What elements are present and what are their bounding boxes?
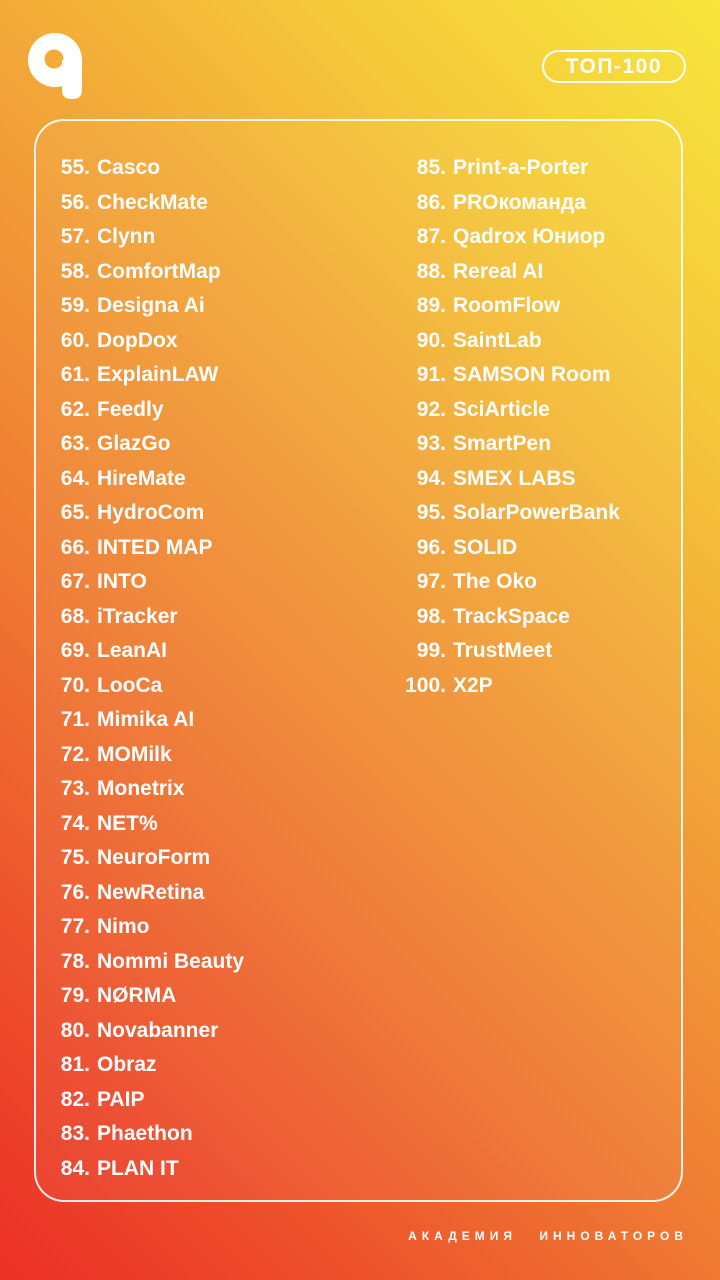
list-item-name: ComfortMap [97, 259, 221, 283]
list-item-name: PAIP [97, 1087, 145, 1111]
list-item-rank: 89. [416, 294, 446, 317]
list-item [38, 186, 394, 221]
list-item-rank: 60. [60, 328, 90, 352]
list-item-rank: 67. [60, 570, 90, 593]
list-item [38, 910, 394, 945]
list-item [394, 220, 669, 255]
list-item-rank: 96. [416, 535, 446, 559]
list-item-rank: 74. [60, 811, 90, 835]
list-item-rank: 71. [60, 708, 90, 731]
list-item-rank: 65. [60, 501, 90, 524]
top-100-badge [542, 50, 686, 83]
list-item [38, 151, 394, 186]
list-item [38, 496, 394, 531]
list-item [394, 634, 669, 669]
list-item-name: Designa Ai [97, 294, 205, 317]
list-item-name: INTED MAP [97, 535, 213, 559]
list-item [38, 255, 394, 290]
list-item-rank: 63. [60, 432, 90, 455]
list-item [38, 945, 394, 980]
list-item-rank: 100. [405, 673, 446, 697]
list-item-rank: 85. [416, 156, 446, 179]
list-item-name: HydroCom [97, 501, 205, 524]
list-item [394, 255, 669, 290]
list-item [38, 289, 394, 324]
list-item-name: Obraz [97, 1053, 157, 1076]
list-item-name: Qadrox Юниор [453, 225, 606, 248]
list-item [394, 600, 669, 635]
list-item-rank: 59. [60, 294, 90, 317]
list-item-rank: 64. [60, 466, 90, 490]
list-item-rank: 75. [60, 846, 90, 869]
list-item-name: SOLID [453, 535, 518, 559]
list-item [38, 1083, 394, 1118]
list-item-rank: 84. [60, 1156, 90, 1180]
list-item-rank: 55. [60, 156, 90, 179]
list-item-rank: 83. [60, 1122, 90, 1145]
list-item-rank: 82. [60, 1087, 90, 1111]
list-item-name: Clynn [97, 225, 156, 248]
innovators-academy-a-logo [28, 33, 82, 99]
list-item-rank: 93. [416, 432, 446, 455]
list-item [394, 565, 669, 600]
list-item-name: Nommi Beauty [97, 949, 245, 973]
list-item [38, 393, 394, 428]
list-item-name: Phaethon [97, 1122, 193, 1145]
list-item [38, 979, 394, 1014]
list-item-rank: 98. [416, 604, 446, 628]
list-item-rank: 90. [416, 328, 446, 352]
list-item [38, 807, 394, 842]
list-item-rank: 79. [60, 984, 90, 1007]
list-item-rank: 86. [416, 190, 446, 214]
footer-brand-label: АКАДЕМИЯ ИННОВАТОРОВ [408, 1229, 688, 1243]
list-item-name: NØRMA [97, 984, 177, 1007]
list-item [38, 1152, 394, 1187]
list-item-name: GlazGo [97, 432, 171, 455]
list-item-rank: 62. [60, 397, 90, 421]
list-item [38, 600, 394, 635]
list-item-rank: 70. [60, 673, 90, 697]
list-item [394, 393, 669, 428]
list-item [38, 772, 394, 807]
list-item-rank: 78. [60, 949, 90, 973]
list-item-name: TrackSpace [453, 604, 570, 628]
list-item-name: Print-a-Porter [453, 156, 589, 179]
a-letter-icon [28, 33, 82, 99]
list-item [38, 876, 394, 911]
list-item-rank: 72. [60, 742, 90, 766]
list-item [38, 220, 394, 255]
list-item-name: SolarPowerBank [453, 501, 620, 524]
list-item-rank: 80. [60, 1018, 90, 1042]
ranking-list-panel [34, 119, 683, 1202]
ranking-column-right [394, 151, 669, 703]
list-item-rank: 69. [60, 639, 90, 662]
list-item-name: NET% [97, 811, 158, 835]
list-item-name: Rereal AI [453, 259, 544, 283]
list-item-name: TrustMeet [453, 639, 553, 662]
list-item [38, 1048, 394, 1083]
list-item-name: HireMate [97, 466, 186, 490]
list-item [394, 289, 669, 324]
list-item [38, 738, 394, 773]
list-item [394, 462, 669, 497]
list-item [38, 427, 394, 462]
list-item-name: LeanAI [97, 639, 168, 662]
list-item-name: DopDox [97, 328, 178, 352]
list-item [38, 669, 394, 704]
list-item-name: Novabanner [97, 1018, 219, 1042]
list-item-rank: 88. [416, 259, 446, 283]
list-item [394, 531, 669, 566]
list-item-name: Casco [97, 156, 161, 179]
top-100-badge-label: ТОП-100 [565, 54, 662, 78]
list-item [38, 531, 394, 566]
list-item-name: The Oko [453, 570, 538, 593]
list-item-name: SMEX LABS [453, 466, 576, 490]
list-item [394, 186, 669, 221]
list-item [38, 1014, 394, 1049]
list-item-rank: 92. [416, 397, 446, 421]
list-item [394, 324, 669, 359]
list-item-name: SciArticle [453, 397, 550, 421]
list-item [38, 462, 394, 497]
list-item [38, 841, 394, 876]
list-item [38, 703, 394, 738]
list-item-rank: 87. [416, 225, 446, 248]
list-item-rank: 57. [60, 225, 90, 248]
list-item-rank: 81. [60, 1053, 90, 1076]
list-item-name: Mimika AI [97, 708, 195, 731]
list-item-rank: 68. [60, 604, 90, 628]
list-item-name: SAMSON Room [453, 363, 611, 386]
list-item [38, 565, 394, 600]
list-item [394, 427, 669, 462]
list-item-rank: 58. [60, 259, 90, 283]
list-item [38, 324, 394, 359]
list-item-name: ExplainLAW [97, 363, 219, 386]
list-item [394, 669, 669, 704]
list-item-rank: 99. [416, 639, 446, 662]
list-item-rank: 77. [60, 915, 90, 938]
list-item-rank: 97. [416, 570, 446, 593]
list-item [394, 358, 669, 393]
list-item-rank: 76. [60, 880, 90, 904]
list-item-name: INTO [97, 570, 147, 593]
list-item-rank: 61. [60, 363, 90, 386]
ranking-column-left [38, 151, 394, 1186]
list-item-rank: 94. [416, 466, 446, 490]
list-item-name: LooCa [97, 673, 163, 697]
list-item-name: Monetrix [97, 777, 185, 800]
list-item-name: iTracker [97, 604, 178, 628]
list-item-rank: 56. [60, 190, 90, 214]
list-item [394, 151, 669, 186]
list-item-name: SaintLab [453, 328, 542, 352]
list-item-name: RoomFlow [453, 294, 561, 317]
list-item-rank: 66. [60, 535, 90, 559]
list-item-name: SmartPen [453, 432, 552, 455]
list-item-name: X2P [453, 673, 493, 697]
list-item-rank: 73. [60, 777, 90, 800]
list-item-rank: 95. [416, 501, 446, 524]
list-item-name: NeuroForm [97, 846, 211, 869]
list-item-name: MOMilk [97, 742, 172, 766]
list-item-name: NewRetina [97, 880, 205, 904]
list-item [38, 1117, 394, 1152]
list-item [38, 634, 394, 669]
list-item-name: Feedly [97, 397, 164, 421]
list-item-name: PROкоманда [453, 190, 586, 214]
list-item [38, 358, 394, 393]
list-item-name: Nimo [97, 915, 150, 938]
list-item [394, 496, 669, 531]
list-item-name: CheckMate [97, 190, 208, 214]
list-item-rank: 91. [416, 363, 446, 386]
list-item-name: PLAN IT [97, 1156, 179, 1180]
